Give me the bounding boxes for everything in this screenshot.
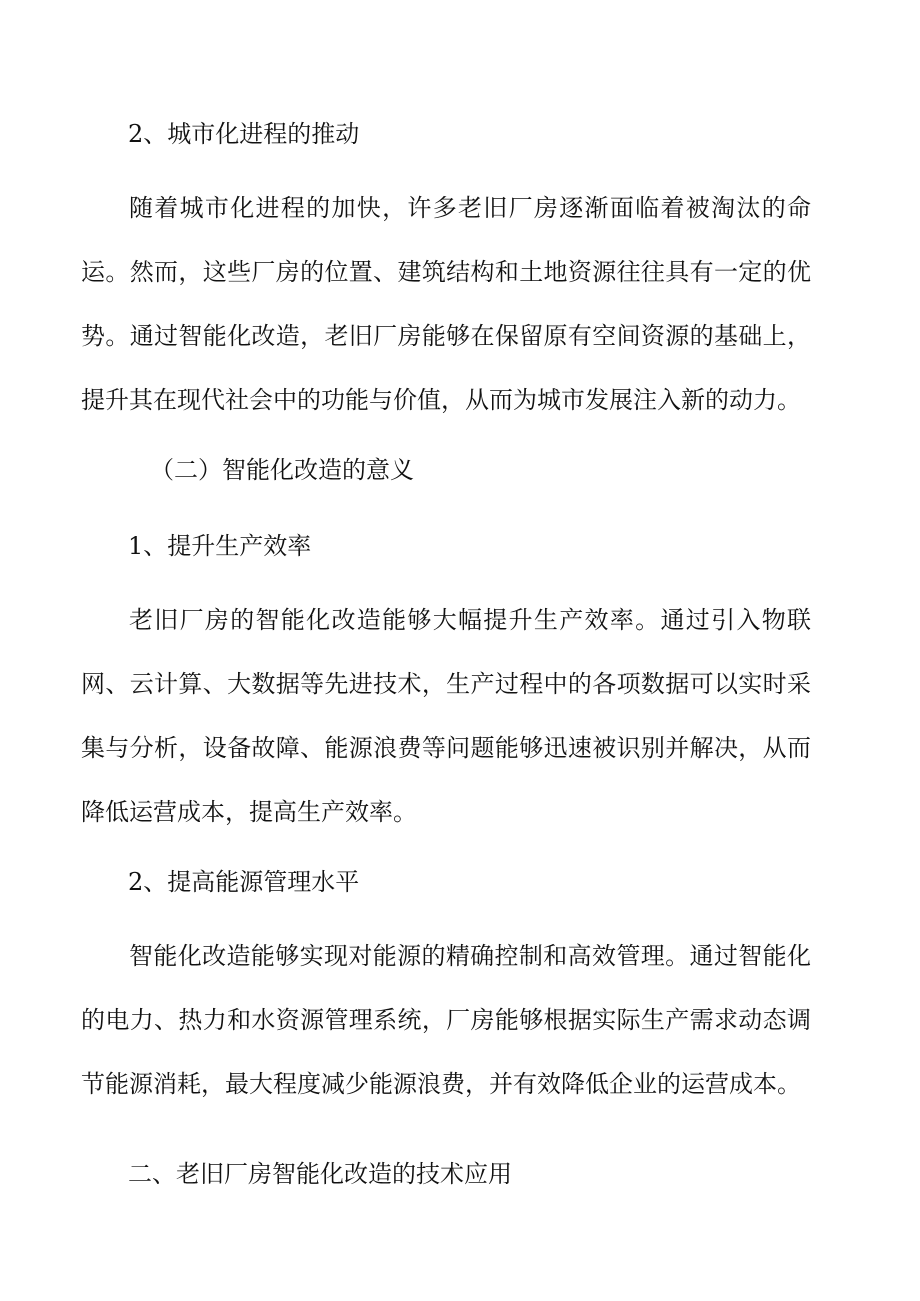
heading-urbanization: 2、城市化进程的推动 [128, 120, 360, 148]
chapter-heading-tech: 二、老旧厂房智能化改造的技术应用 [128, 1160, 512, 1188]
paragraph-efficiency: 老旧厂房的智能化改造能够大幅提升生产效率。通过引入物联网、云计算、大数据等先进技术，生产过程中的各项数据可以实时采集与分析，设备故障、能源浪费等问题能够迅速被识别并解决，从而降低运营成本，提高生产效率。 [81, 606, 811, 826]
section-heading-significance: （二）智能化改造的意义 [150, 456, 414, 484]
paragraph-urbanization: 随着城市化进程的加快，许多老旧厂房逐渐面临着被淘汰的命运。然而，这些厂房的位置、建筑结构和土地资源往往具有一定的优势。通过智能化改造，老旧厂房能够在保留原有空间资源的基础上，提升其在现代社会中的功能与价值，从而为城市发展注入新的动力。 [81, 194, 811, 414]
heading-efficiency: 1、提升生产效率 [128, 532, 312, 560]
heading-energy: 2、提高能源管理水平 [128, 868, 360, 896]
paragraph-energy: 智能化改造能够实现对能源的精确控制和高效管理。通过智能化的电力、热力和水资源管理系统，厂房能够根据实际生产需求动态调节能源消耗，最大程度减少能源浪费，并有效降低企业的运营成本。 [81, 942, 811, 1098]
